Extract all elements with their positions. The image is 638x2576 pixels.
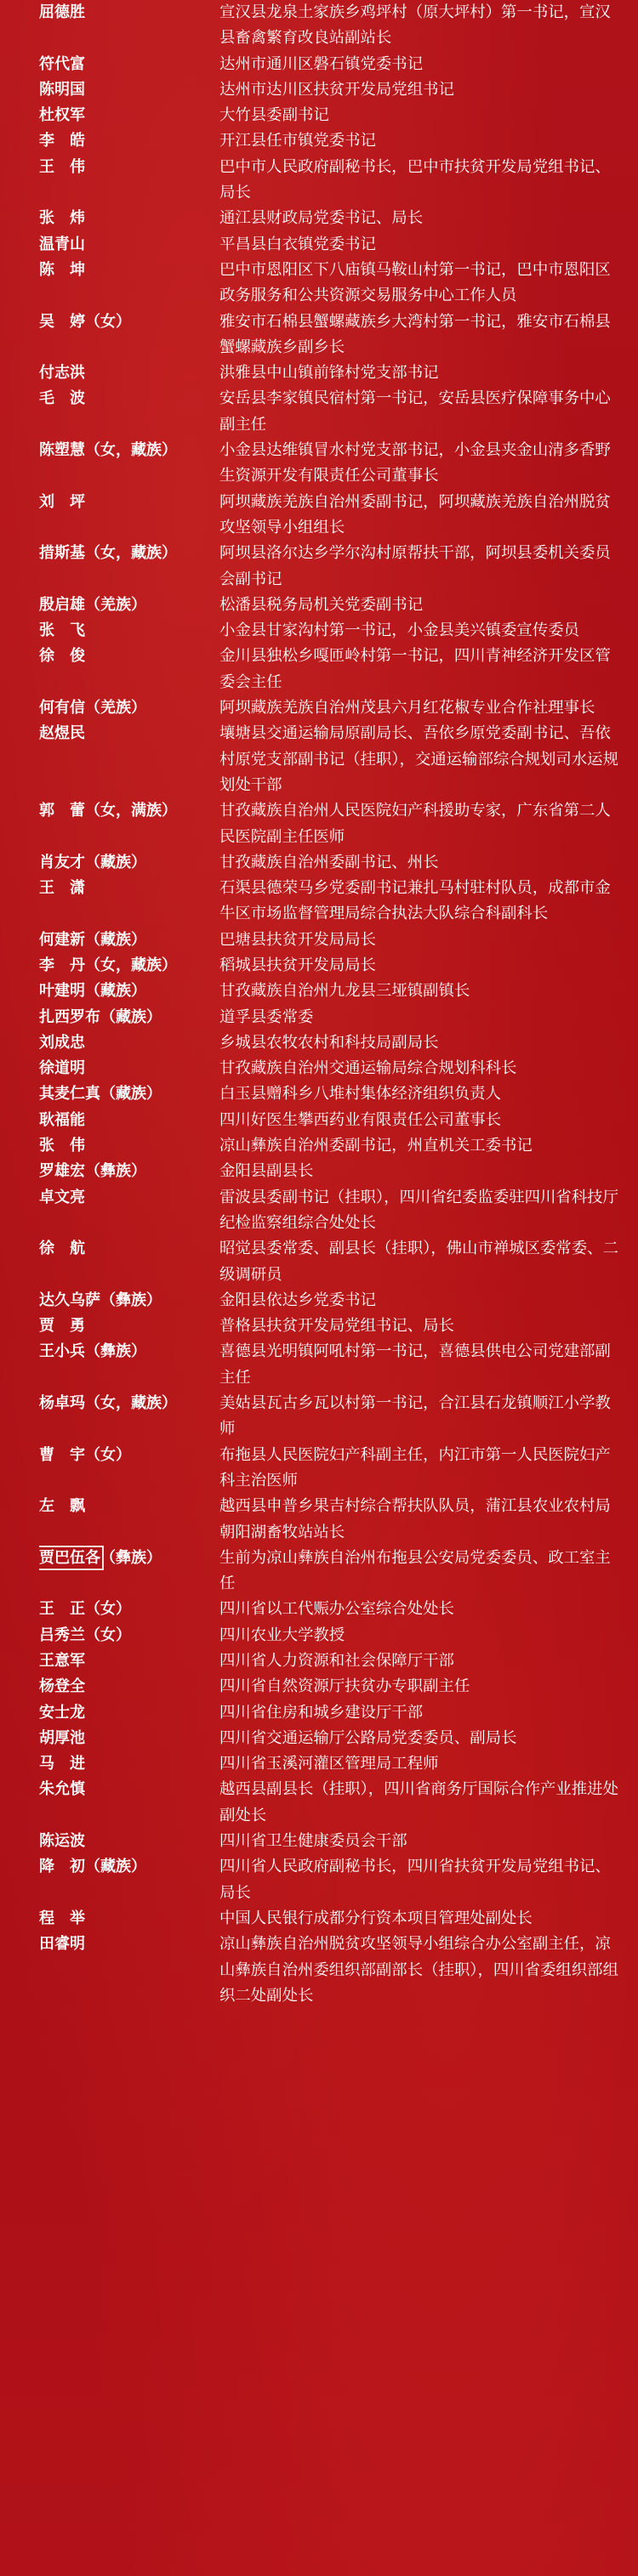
list-item xyxy=(0,1133,638,1159)
person-title: 金阳县副县长 xyxy=(219,1162,314,1181)
person-title: 四川省玉溪河灌区管理局工程师 xyxy=(219,1755,439,1773)
person-name: 肖友才（藏族） xyxy=(39,853,146,871)
person-title: 四川省人力资源和社会保障厅干部 xyxy=(219,1652,454,1670)
person-title: 四川省自然资源厅扶贫办专职副主任 xyxy=(219,1677,470,1696)
list-item xyxy=(0,1081,638,1107)
person-name: 陈塑慧（女，藏族） xyxy=(39,441,177,460)
list-item xyxy=(0,360,638,386)
person-title: 巴塘县扶贫开发局局长 xyxy=(219,930,376,949)
list-item xyxy=(0,1056,638,1081)
list-item xyxy=(0,1648,638,1674)
list-item xyxy=(0,644,638,695)
list-item xyxy=(0,618,638,644)
list-item xyxy=(0,1854,638,1906)
list-item xyxy=(0,1494,638,1546)
person-title: 雷波县委副书记（挂职），四川省纪委监委驻四川省科技厅纪检监察组综合处处长 xyxy=(219,1188,618,1232)
person-name: 张 炜 xyxy=(39,209,85,228)
person-title: 喜德县光明镇阿吼村第一书记，喜德县供电公司党建部副主任 xyxy=(219,1342,611,1387)
person-name: 李 丹（女，藏族） xyxy=(39,956,177,974)
person-title: 小金县达维镇冒水村党支部书记，小金县夹金山清多香野生资源开发有限责任公司董事长 xyxy=(219,441,611,485)
person-name: 符代富 xyxy=(39,54,85,73)
person-title: 达州市通川区磐石镇党委书记 xyxy=(219,54,424,73)
list-item xyxy=(0,1932,638,2009)
person-name: 贾 勇 xyxy=(39,1317,85,1336)
person-name: 王 潇 xyxy=(39,879,85,898)
list-item xyxy=(0,1030,638,1056)
person-name: 刘 坪 xyxy=(39,492,85,511)
list-item xyxy=(0,0,638,52)
person-name xyxy=(39,1546,219,1571)
person-title: 四川省以工代赈办公室综合处处长 xyxy=(219,1600,454,1619)
person-title: 生前为凉山彝族自治州布拖县公安局党委委员、政工室主任 xyxy=(219,1548,611,1593)
list-item xyxy=(0,1674,638,1699)
person-name: 杜权军 xyxy=(39,106,85,125)
list-item xyxy=(0,309,638,361)
person-name: 王小兵（彝族） xyxy=(39,1342,146,1361)
person-title: 道孚县委常委 xyxy=(219,1007,314,1026)
person-title: 安岳县李家镇民宿村第一书记，安岳县医疗保障事务中心副主任 xyxy=(219,389,611,434)
person-name: 王 正（女） xyxy=(39,1600,131,1619)
person-title: 巴中市恩阳区下八庙镇马鞍山村第一书记，巴中市恩阳区政务服务和公共资源交易服务中心工作人员 xyxy=(219,260,611,305)
person-name: 罗雄宏（彝族） xyxy=(39,1162,146,1181)
person-title: 越西县申普乡果吉村综合帮扶队队员，蒲江县农业农村局朝阳湖畜牧站站长 xyxy=(219,1497,611,1541)
list-item xyxy=(0,155,638,207)
person-name: 赵煜民 xyxy=(39,724,85,743)
list-item xyxy=(0,850,638,876)
person-name: 吴 婷（女） xyxy=(39,312,131,331)
list-item xyxy=(0,953,638,979)
person-name: 付志洪 xyxy=(39,364,85,383)
person-title: 越西县副县长（挂职），四川省商务厅国际合作产业推进处副处长 xyxy=(219,1780,618,1824)
person-title: 布拖县人民医院妇产科副主任，内江市第一人民医院妇产科主治医师 xyxy=(219,1445,611,1489)
person-name: 左 飘 xyxy=(39,1497,85,1516)
person-title: 甘孜藏族自治州交通运输局综合规划科科长 xyxy=(219,1059,517,1078)
person-name: 措斯基（女，藏族） xyxy=(39,544,177,563)
list-item xyxy=(0,1700,638,1726)
list-item xyxy=(0,258,638,309)
list-item xyxy=(0,1443,638,1495)
person-name: 何有信（羌族） xyxy=(39,699,146,718)
person-name: 曹 宇（女） xyxy=(39,1445,131,1464)
person-title: 壤塘县交通运输局原副局长、吾依乡原党委副书记、吾依村原党支部副书记（挂职），交通运输部综合规划司水运规划处干部 xyxy=(219,724,618,794)
list-item xyxy=(0,77,638,103)
list-item xyxy=(0,1623,638,1648)
person-title: 巴中市人民政府副秘书长，巴中市扶贫开发局党组书记、局长 xyxy=(219,157,611,202)
person-name: 张 飞 xyxy=(39,621,85,640)
list-item xyxy=(0,1597,638,1622)
list-item xyxy=(0,1751,638,1777)
person-title: 阿坝藏族羌族自治州茂县六月红花椒专业合作社理事长 xyxy=(219,699,595,718)
list-item xyxy=(0,386,638,438)
person-name: 陈运波 xyxy=(39,1832,85,1851)
person-name: 徐 俊 xyxy=(39,647,85,666)
list-item xyxy=(0,1726,638,1751)
list-item xyxy=(0,1185,638,1237)
list-item xyxy=(0,1005,638,1030)
person-name: 叶建明（藏族） xyxy=(39,982,146,1001)
list-item xyxy=(0,232,638,258)
person-title: 洪雅县中山镇前锋村党支部书记 xyxy=(219,364,439,383)
person-title: 白玉县赠科乡八堆村集体经济组织负责人 xyxy=(219,1085,502,1104)
person-title: 甘孜藏族自治州委副书记、州长 xyxy=(219,853,439,871)
list-item xyxy=(0,206,638,231)
person-title: 金阳县依达乡党委书记 xyxy=(219,1291,376,1309)
person-title: 凉山彝族自治州委副书记，州直机关工委书记 xyxy=(219,1137,533,1155)
person-name: 陈 坤 xyxy=(39,260,85,279)
person-name: 毛 波 xyxy=(39,389,85,408)
person-name: 程 举 xyxy=(39,1909,85,1927)
person-name: 徐 航 xyxy=(39,1240,85,1258)
person-name: 温青山 xyxy=(39,235,85,253)
list-item xyxy=(0,721,638,798)
person-name: 胡厚池 xyxy=(39,1728,85,1747)
list-item xyxy=(0,1391,638,1443)
person-name: 吕秀兰（女） xyxy=(39,1626,131,1644)
ethnicity-note: （彝族） xyxy=(100,1548,162,1567)
list-item xyxy=(0,1546,638,1597)
list-item xyxy=(0,1829,638,1854)
person-name: 李 皓 xyxy=(39,132,85,150)
person-name: 马 进 xyxy=(39,1755,85,1773)
person-name: 屈德胜 xyxy=(39,3,85,21)
person-title: 四川好医生攀西药业有限责任公司董事长 xyxy=(219,1110,502,1129)
person-name: 殷启雄（羌族） xyxy=(39,595,146,614)
person-name: 朱允慎 xyxy=(39,1780,85,1799)
person-name: 耿福能 xyxy=(39,1110,85,1129)
person-title: 四川省住房和城乡建设厅干部 xyxy=(219,1703,424,1722)
list-item xyxy=(0,1159,638,1184)
person-name: 陈明国 xyxy=(39,80,85,99)
person-name: 达久乌萨（彝族） xyxy=(39,1291,162,1309)
person-title: 松潘县税务局机关党委副书记 xyxy=(219,595,424,614)
person-name: 降 初（藏族） xyxy=(39,1858,146,1876)
person-name: 王 伟 xyxy=(39,157,85,176)
person-title: 达州市达川区扶贫开发局党组书记 xyxy=(219,80,454,99)
person-name: 安士龙 xyxy=(39,1703,85,1722)
person-title: 大竹县委副书记 xyxy=(219,106,329,125)
list-item xyxy=(0,1777,638,1829)
person-name: 杨登全 xyxy=(39,1677,85,1696)
person-name: 徐道明 xyxy=(39,1059,85,1078)
person-title: 乡城县农牧农村和科技局副局长 xyxy=(219,1033,439,1052)
person-name: 何建新（藏族） xyxy=(39,930,146,949)
list-item xyxy=(0,695,638,721)
list-item xyxy=(0,1108,638,1133)
highlighted-name: 贾巴伍各 xyxy=(39,1548,100,1567)
list-item xyxy=(0,979,638,1004)
list-item xyxy=(0,798,638,850)
list-item xyxy=(0,1314,638,1339)
person-title: 凉山彝族自治州脱贫攻坚领导小组综合办公室副主任，凉山彝族自治州委组织部副部长（挂职），四川省委组织部组织二处副处长 xyxy=(219,1935,618,2005)
person-name: 田睿明 xyxy=(39,1935,85,1954)
person-title: 中国人民银行成都分行资本项目管理处副处长 xyxy=(219,1909,533,1927)
list-item xyxy=(0,128,638,154)
list-item xyxy=(0,103,638,128)
person-title: 小金县甘家沟村第一书记，小金县美兴镇委宣传委员 xyxy=(219,621,579,640)
person-name: 其麦仁真（藏族） xyxy=(39,1085,162,1104)
person-title: 雅安市石棉县蟹螺藏族乡大湾村第一书记，雅安市石棉县蟹螺藏族乡副乡长 xyxy=(219,312,611,356)
person-title: 四川省卫生健康委员会干部 xyxy=(219,1832,407,1851)
list-item xyxy=(0,593,638,618)
person-title: 四川农业大学教授 xyxy=(219,1626,345,1644)
person-title: 平昌县白衣镇党委书记 xyxy=(219,235,376,253)
person-title: 通江县财政局党委书记、局长 xyxy=(219,209,424,228)
list-item xyxy=(0,490,638,542)
person-name: 王意军 xyxy=(39,1652,85,1670)
person-title: 石渠县德荣马乡党委副书记兼扎马村驻村队员，成都市金牛区市场监督管理局综合执法大队综合科副科长 xyxy=(219,879,611,923)
person-title: 昭觉县委常委、副县长（挂职），佛山市禅城区委常委、二级调研员 xyxy=(219,1240,618,1284)
person-title: 四川省交通运输厅公路局党委委员、副局长 xyxy=(219,1728,517,1747)
list-item xyxy=(0,1236,638,1288)
person-title: 阿坝县洛尔达乡学尔沟村原帮扶干部，阿坝县委机关委员会副书记 xyxy=(219,544,611,588)
list-item xyxy=(0,438,638,490)
person-name: 扎西罗布（藏族） xyxy=(39,1007,162,1026)
person-name: 杨卓玛（女，藏族） xyxy=(39,1394,177,1413)
person-name: 卓文亮 xyxy=(39,1188,85,1206)
person-name: 刘成忠 xyxy=(39,1033,85,1052)
person-title: 金川县独松乡嘎匝岭村第一书记，四川青神经济开发区管委会主任 xyxy=(219,647,611,691)
person-title: 宣汉县龙泉土家族乡鸡坪村（原大坪村）第一书记，宣汉县畜禽繁育改良站副站长 xyxy=(219,3,611,48)
person-title: 普格县扶贫开发局党组书记、局长 xyxy=(219,1317,454,1336)
list-item xyxy=(0,876,638,928)
list-item xyxy=(0,1339,638,1391)
list-item xyxy=(0,1906,638,1932)
person-title: 稻城县扶贫开发局局长 xyxy=(219,956,376,974)
person-title: 开江县任市镇党委书记 xyxy=(219,132,376,150)
list-item xyxy=(0,928,638,953)
person-title: 美姑县瓦古乡瓦以村第一书记，合江县石龙镇顺江小学教师 xyxy=(219,1394,611,1438)
person-title: 甘孜藏族自治州九龙县三垭镇副镇长 xyxy=(219,982,470,1001)
person-title: 四川省人民政府副秘书长，四川省扶贫开发局党组书记、局长 xyxy=(219,1858,611,1902)
person-title: 甘孜藏族自治州人民医院妇产科援助专家，广东省第二人民医院副主任医师 xyxy=(219,802,611,846)
person-name: 张 伟 xyxy=(39,1137,85,1155)
list-item xyxy=(0,1288,638,1314)
list-item xyxy=(0,541,638,593)
person-name: 郭 蕾（女，满族） xyxy=(39,802,177,820)
person-title: 阿坝藏族羌族自治州委副书记，阿坝藏族羌族自治州脱贫攻坚领导小组组长 xyxy=(219,492,611,536)
list-item xyxy=(0,52,638,77)
